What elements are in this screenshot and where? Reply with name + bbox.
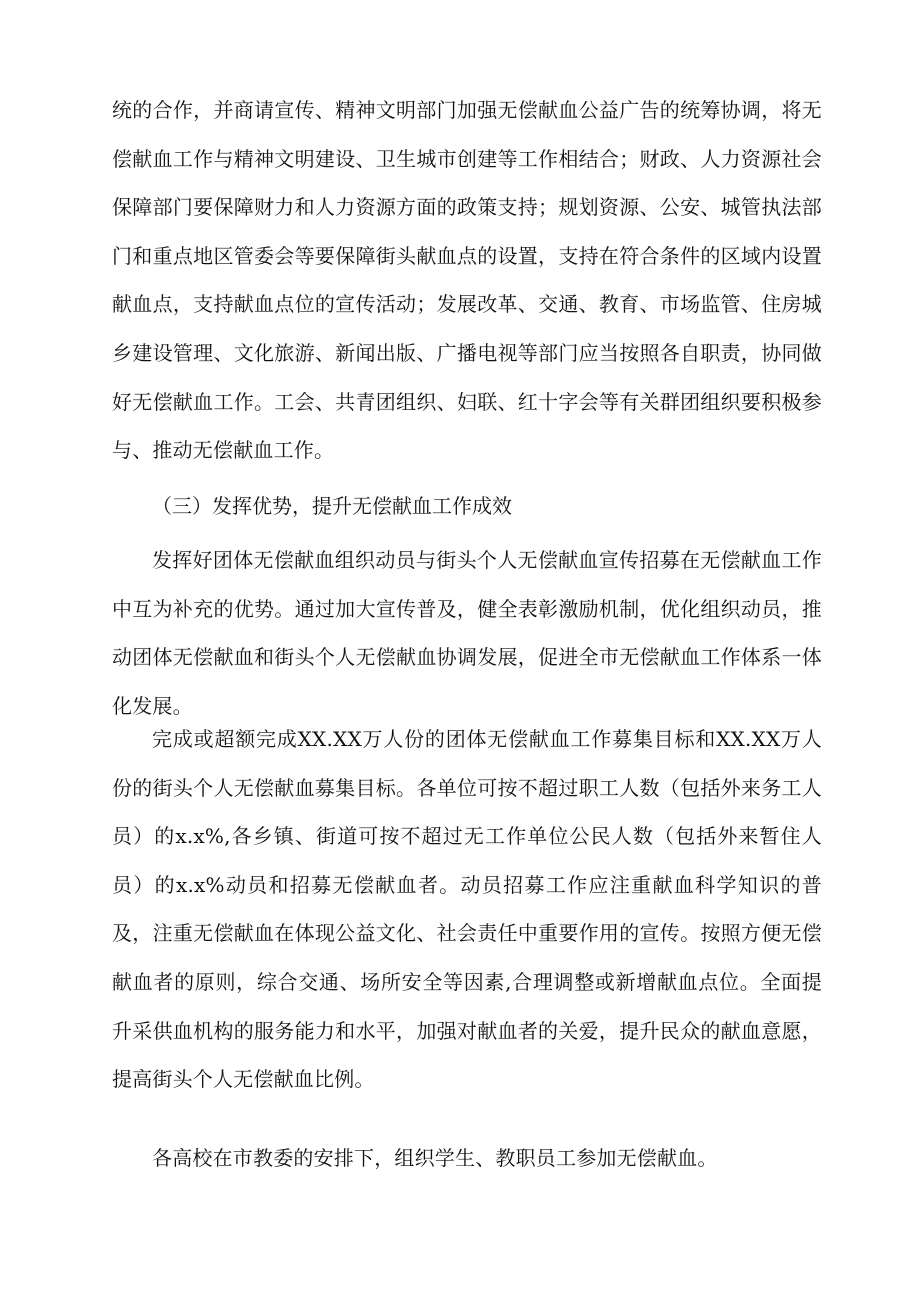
section-heading: （三）发挥优势，提升无偿献血工作成效: [152, 494, 512, 518]
body-paragraph: 各高校在市教委的安排下，组织学生、教职员工参加无偿献血。: [152, 1146, 718, 1170]
body-paragraph: 统的合作，并商请宣传、精神文明部门加强无偿献血公益广告的统筹协调，将无偿献血工作与精神文明建设、卫生城市创建等工作相结合；财政、人力资源社会保障部门要保障财力和人力资源方面的政策支持；规划资源、公安、城管执法部门和重点地区管委会等要保障街头献血点的设置，支持在符合条件的区域内设置献血点，支持献血点位的宣传活动；发展改革、交通、教育、市场监管、住房城乡建设管理、文化旅游、新闻出版、广播电视等部门应当按照各自职责，协同做好无偿献血工作。工会、共青团组织、妇联、红十字会等有关群团组织要积极参与、推动无偿献血工作。: [112, 98, 822, 463]
body-paragraph: 完成或超额完成XX.XX万人份的团体无偿献血工作募集目标和XX.XX万人份的街头个人无偿献血募集目标。各单位可按不超过职工人数（包括外来务工人员）的x.x%,各乡镇、街道可按不超过无工作单位公民人数（包括外来暂住人员）的x.x%动员和招募无偿献血者。动员招募工作应注重献血科学知识的普及，注重无偿献血在体现公益文化、社会责任中重要作用的宣传。按照方便无偿献血者的原则，综合交通、场所安全等因素,合理调整或新增献血点位。全面提升采供血机构的服务能力和水平，加强对献血者的关爱，提升民众的献血意愿，提高街头个人无偿献血比例。: [112, 727, 822, 1092]
body-paragraph: 发挥好团体无偿献血组织动员与街头个人无偿献血宣传招募在无偿献血工作中互为补充的优势。通过加大宣传普及，健全表彰激励机制，优化组织动员，推动团体无偿献血和街头个人无偿献血协调发展，促进全市无偿献血工作体系一体化发展。: [112, 548, 822, 718]
